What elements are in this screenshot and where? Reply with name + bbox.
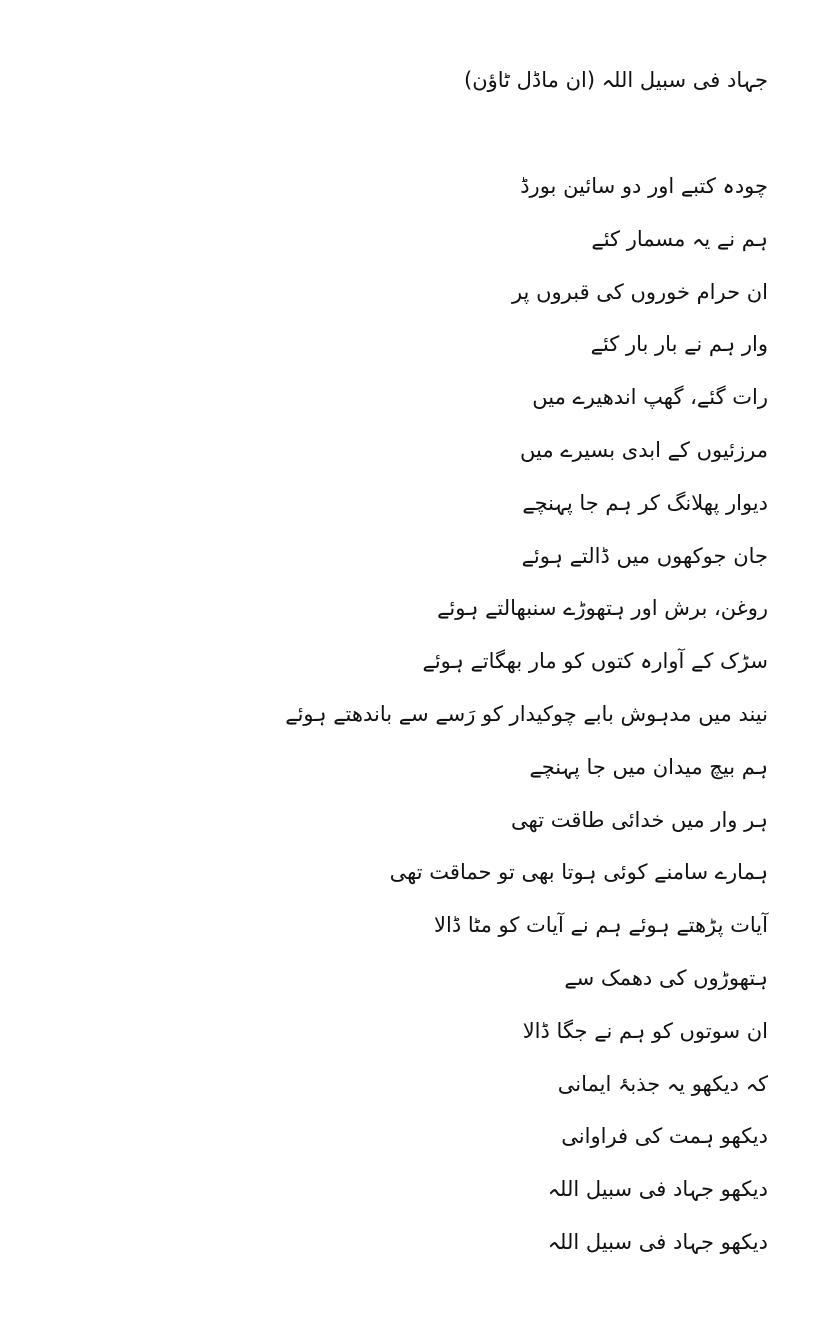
poem-line: کہ دیکھو یہ جذبۂ ایمانی: [557, 1071, 768, 1096]
poem-body: [285, 166, 768, 1275]
poem-line: سڑک کے آوارہ کتوں کو مار بھگاتے ہوئے: [422, 649, 768, 674]
poem-line: ان حرام خوروں کی قبروں پر: [511, 279, 768, 304]
poem-line: مرزئیوں کے ابدی بسیرے میں: [520, 437, 768, 462]
poem-line: جان جوکھوں میں ڈالتے ہوئے: [521, 543, 768, 568]
poem-line: روغن، برش اور ہتھوڑے سنبھالتے ہوئے: [437, 596, 768, 621]
poem-title: جہاد فی سبیل اللہ (ان ماڈل ٹاؤن): [464, 68, 768, 92]
poem-line: دیوار پھلانگ کر ہم جا پہنچے: [522, 490, 768, 515]
poem-line: ہتھوڑوں کی دھمک سے: [564, 965, 768, 990]
poem-line: وار ہم نے بار بار کئے: [590, 332, 768, 357]
poem-line: آیات پڑھتے ہوئے ہم نے آیات کو مٹا ڈالا: [434, 913, 768, 938]
poem-line: دیکھو جہاد فی سبیل اللہ: [547, 1177, 768, 1202]
poem-line: ہم بیچ میدان میں جا پہنچے: [529, 754, 768, 779]
poem-line: ہمارے سامنے کوئی ہوتا بھی تو حماقت تھی: [389, 860, 768, 885]
poem-line: ہر وار میں خدائی طاقت تھی: [511, 807, 768, 832]
poem-line: ہم نے یہ مسمار کئے: [591, 226, 768, 251]
poem-line: دیکھو جہاد فی سبیل اللہ: [547, 1229, 768, 1254]
poem-line: چودہ کتبے اور دو سائین بورڈ: [520, 174, 768, 198]
poem-line: دیکھو ہمت کی فراوانی: [561, 1124, 768, 1149]
poem-line: ان سوتوں کو ہم نے جگا ڈالا: [522, 1018, 768, 1043]
poem-line: نیند میں مدہوش بابے چوکیدار کو رَسے سے باندھتے ہوئے: [285, 701, 768, 726]
poem-line: رات گئے، گھپ اندھیرے میں: [532, 385, 768, 410]
